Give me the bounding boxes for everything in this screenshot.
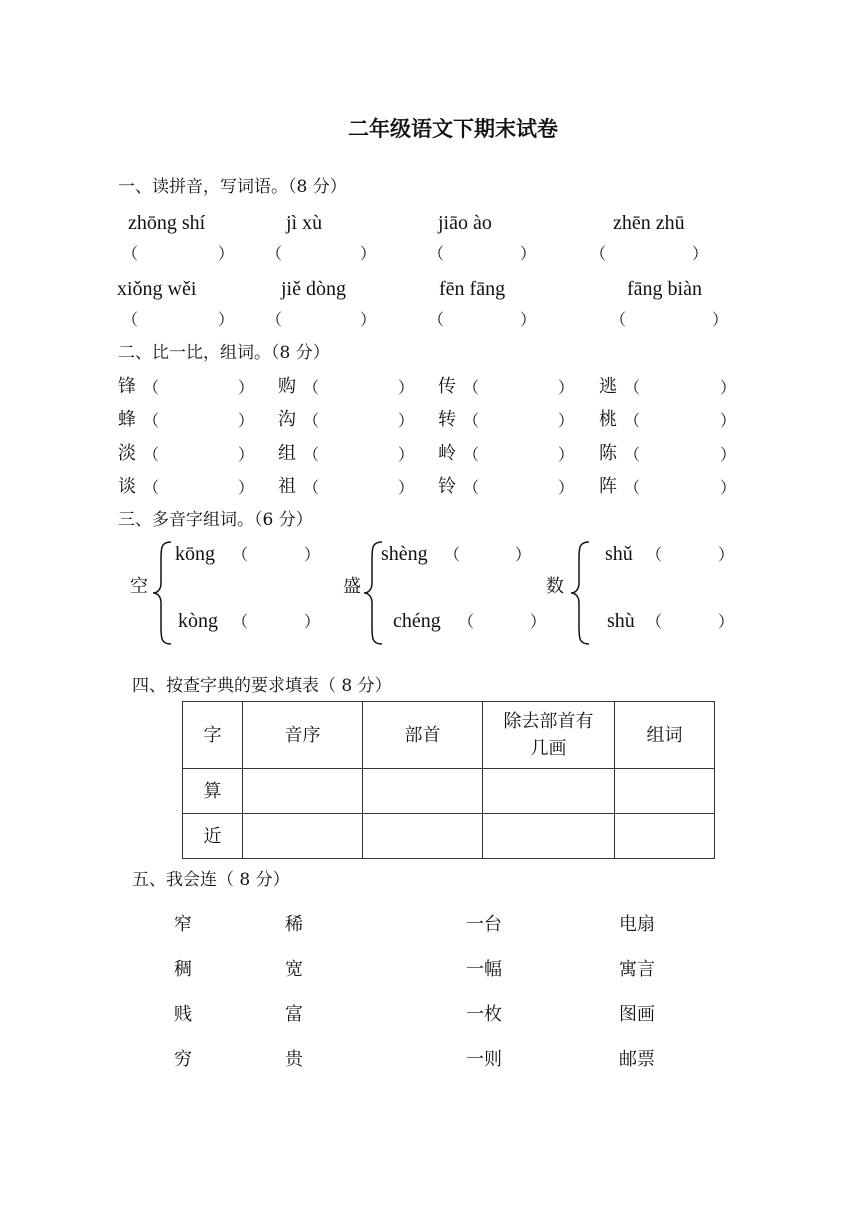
- answer-close-paren[interactable]: ）: [304, 612, 321, 631]
- match-item[interactable]: 一枚: [466, 1004, 502, 1025]
- match-item[interactable]: 稀: [285, 914, 303, 935]
- answer-close-paren[interactable]: ）: [692, 244, 709, 263]
- answer-open-paren: （: [303, 445, 320, 464]
- brace-icon: [151, 540, 175, 646]
- answer-open-paren: （: [624, 411, 641, 430]
- table-cell[interactable]: [363, 814, 483, 859]
- table-cell[interactable]: [363, 769, 483, 814]
- polyphone-char: 空: [130, 576, 148, 597]
- answer-close-paren[interactable]: ）: [398, 378, 415, 397]
- answer-close-paren[interactable]: ）: [712, 310, 729, 329]
- answer-close-paren[interactable]: ）: [218, 310, 235, 329]
- answer-open-paren: （: [303, 411, 320, 430]
- compare-char: 组: [278, 443, 296, 464]
- answer-close-paren[interactable]: ）: [360, 310, 377, 329]
- table-cell[interactable]: [615, 814, 715, 859]
- match-item[interactable]: 富: [285, 1004, 303, 1025]
- dictionary-table: [182, 701, 715, 859]
- answer-close-paren[interactable]: ）: [520, 244, 537, 263]
- answer-open-paren: （: [143, 478, 160, 497]
- answer-open-paren: （: [143, 411, 160, 430]
- answer-close-paren[interactable]: ）: [520, 310, 537, 329]
- answer-close-paren[interactable]: ）: [238, 378, 255, 397]
- match-item[interactable]: 一幅: [466, 959, 502, 980]
- table-header-cell: 音序: [243, 702, 363, 769]
- answer-open-paren: （: [428, 310, 445, 329]
- answer-close-paren[interactable]: ）: [558, 478, 575, 497]
- polyphone-pinyin: kōng: [175, 543, 215, 565]
- answer-close-paren[interactable]: ）: [238, 445, 255, 464]
- table-cell[interactable]: [615, 769, 715, 814]
- answer-open-paren: （: [266, 244, 283, 263]
- answer-open-paren: （: [624, 478, 641, 497]
- match-item[interactable]: 贱: [174, 1004, 192, 1025]
- compare-char: 蜂: [118, 409, 136, 430]
- answer-open-paren: （: [444, 545, 461, 564]
- table-header-cell: 部首: [363, 702, 483, 769]
- compare-char: 逃: [599, 376, 617, 397]
- compare-char: 岭: [438, 443, 456, 464]
- answer-open-paren: （: [143, 378, 160, 397]
- brace-icon: [569, 540, 593, 646]
- answer-open-paren: （: [624, 378, 641, 397]
- compare-char: 祖: [278, 476, 296, 497]
- table-header-cell: [483, 702, 615, 769]
- answer-close-paren[interactable]: ）: [558, 378, 575, 397]
- table-cell[interactable]: [483, 769, 615, 814]
- match-item[interactable]: 宽: [285, 959, 303, 980]
- compare-char: 铃: [438, 476, 456, 497]
- section-3-heading: 三、多音字组词。（6 分）: [118, 510, 313, 530]
- match-item[interactable]: 邮票: [619, 1049, 655, 1070]
- answer-open-paren: （: [646, 545, 663, 564]
- answer-open-paren: （: [122, 310, 139, 329]
- pinyin-item: fāng biàn: [627, 278, 702, 300]
- pinyin-item: jiě dòng: [281, 278, 346, 300]
- answer-close-paren[interactable]: ）: [238, 411, 255, 430]
- answer-open-paren: （: [143, 445, 160, 464]
- pinyin-item: xiǒng wěi: [117, 278, 197, 300]
- pinyin-item: jiāo ào: [438, 212, 492, 234]
- header-text: 除去部首有几画: [503, 711, 594, 759]
- table-row-char: 近: [183, 814, 243, 859]
- pinyin-item: zhēn zhū: [613, 212, 685, 234]
- pinyin-item: fēn fāng: [439, 278, 506, 300]
- answer-close-paren[interactable]: ）: [720, 378, 737, 397]
- polyphone-pinyin: shǔ: [605, 543, 633, 565]
- answer-open-paren: （: [232, 612, 249, 631]
- answer-close-paren[interactable]: ）: [218, 244, 235, 263]
- polyphone-pinyin: shèng: [381, 543, 428, 565]
- answer-close-paren[interactable]: ）: [718, 545, 735, 564]
- answer-close-paren[interactable]: ）: [720, 411, 737, 430]
- answer-open-paren: （: [266, 310, 283, 329]
- section-2-heading: 二、比一比，组词。（8 分）: [118, 343, 330, 363]
- match-item[interactable]: 一台: [466, 914, 502, 935]
- answer-close-paren[interactable]: ）: [304, 545, 321, 564]
- match-item[interactable]: 寓言: [619, 959, 655, 980]
- answer-open-paren: （: [303, 478, 320, 497]
- compare-char: 淡: [118, 443, 136, 464]
- page-title: 二年级语文下期末试卷: [348, 116, 558, 141]
- answer-open-paren: （: [624, 445, 641, 464]
- answer-close-paren[interactable]: ）: [558, 445, 575, 464]
- compare-char: 传: [438, 376, 456, 397]
- match-item[interactable]: 穷: [174, 1049, 192, 1070]
- answer-close-paren[interactable]: ）: [398, 445, 415, 464]
- table-row: [183, 814, 715, 859]
- compare-char: 阵: [599, 476, 617, 497]
- answer-open-paren: （: [463, 378, 480, 397]
- pinyin-item: jì xù: [286, 212, 323, 234]
- compare-char: 陈: [599, 443, 617, 464]
- compare-char: 锋: [118, 376, 136, 397]
- compare-char: 谈: [118, 476, 136, 497]
- answer-open-paren: （: [463, 445, 480, 464]
- answer-close-paren[interactable]: ）: [515, 545, 532, 564]
- compare-char: 沟: [278, 409, 296, 430]
- answer-open-paren: （: [610, 310, 627, 329]
- answer-close-paren[interactable]: ）: [530, 612, 547, 631]
- compare-char: 购: [278, 376, 296, 397]
- answer-open-paren: （: [463, 478, 480, 497]
- pinyin-item: zhōng shí: [128, 212, 206, 234]
- section-4-heading: 四、按查字典的要求填表（ 8 分）: [132, 676, 392, 696]
- answer-open-paren: （: [458, 612, 475, 631]
- match-item[interactable]: 窄: [174, 914, 192, 935]
- answer-open-paren: （: [303, 378, 320, 397]
- answer-close-paren[interactable]: ）: [398, 478, 415, 497]
- table-header-cell: 组词: [615, 702, 715, 769]
- answer-close-paren[interactable]: ）: [718, 612, 735, 631]
- polyphone-char: 数: [546, 576, 564, 597]
- answer-close-paren[interactable]: ）: [720, 445, 737, 464]
- table-cell[interactable]: [483, 814, 615, 859]
- section-5-heading: 五、我会连（ 8 分）: [132, 870, 290, 890]
- table-cell[interactable]: [243, 769, 363, 814]
- answer-close-paren[interactable]: ）: [558, 411, 575, 430]
- match-item[interactable]: 贵: [285, 1049, 303, 1070]
- answer-close-paren[interactable]: ）: [360, 244, 377, 263]
- match-item[interactable]: 一则: [466, 1049, 502, 1070]
- table-header-row: [183, 702, 715, 769]
- answer-open-paren: （: [122, 244, 139, 263]
- polyphone-char: 盛: [343, 576, 361, 597]
- answer-open-paren: （: [428, 244, 445, 263]
- table-row: [183, 769, 715, 814]
- answer-open-paren: （: [463, 411, 480, 430]
- answer-close-paren[interactable]: ）: [238, 478, 255, 497]
- compare-char: 桃: [599, 409, 617, 430]
- answer-close-paren[interactable]: ）: [398, 411, 415, 430]
- answer-open-paren: （: [232, 545, 249, 564]
- table-row-char: 算: [183, 769, 243, 814]
- polyphone-pinyin: kòng: [178, 610, 218, 632]
- answer-close-paren[interactable]: ）: [720, 478, 737, 497]
- section-1-heading: 一、读拼音，写词语。（8 分）: [118, 177, 347, 197]
- polyphone-pinyin: shù: [607, 610, 635, 632]
- table-header-cell: 字: [183, 702, 243, 769]
- match-item[interactable]: 图画: [619, 1004, 655, 1025]
- match-item[interactable]: 电扇: [619, 914, 655, 935]
- polyphone-pinyin: chéng: [393, 610, 441, 632]
- answer-open-paren: （: [590, 244, 607, 263]
- answer-open-paren: （: [646, 612, 663, 631]
- compare-char: 转: [438, 409, 456, 430]
- table-cell[interactable]: [243, 814, 363, 859]
- match-item[interactable]: 稠: [174, 959, 192, 980]
